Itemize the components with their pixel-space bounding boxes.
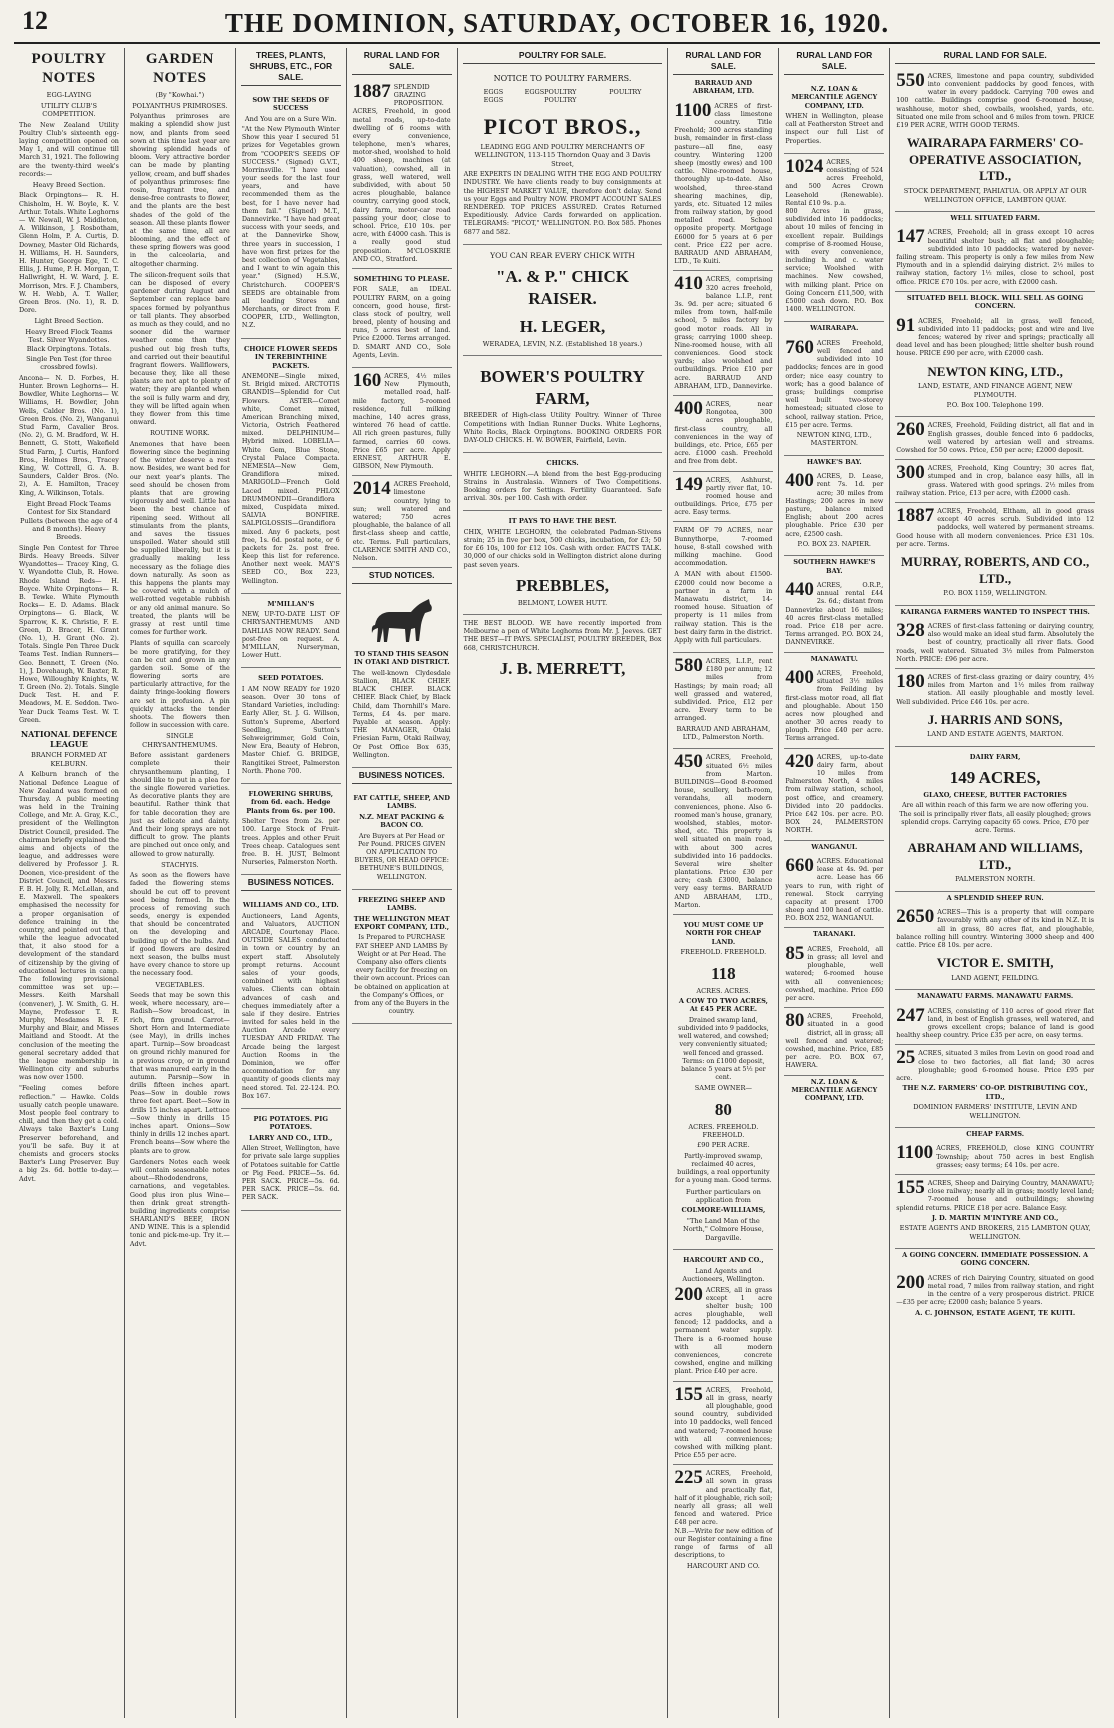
land-listing	[895, 1045, 1095, 1128]
bowers-body: BREEDER of High-class Utility Poultry. Winner of Three Competitions with Indian Runner Ducks. White Leghorns, White Rocks, Black Orpingtons. BOOKING ORDERS FOR DAY-OLD CHICKS. H. W. BOWER, Fairfield, Levin.	[463, 411, 662, 445]
column-rural-land-a	[347, 48, 458, 1718]
cow-title: A COW TO TWO ACRES, At £45 PER ACRE.	[678, 996, 768, 1014]
listing-text: ACRES, Freehold, all sown in grass and practically flat, half of it ploughable, rich soil; nearly all grass; all well fenced and watered. Price £48 per acre.	[674, 1469, 773, 1527]
wairarapa-farmers-name: WAIRARAPA FARMERS' CO-OPERATIVE ASSOCIATION, LTD.,	[906, 135, 1084, 184]
acreage-number: 580	[674, 655, 703, 677]
column-rural-land-c	[779, 48, 890, 1718]
listing-text: ACRES, Freehold, situated in a good district, all in grass; all well fenced and watered; cowshed, machine. Price, £85 per acre. P.O. BOX 67, HAWERA.	[785, 1012, 884, 1070]
land-listing	[673, 522, 773, 653]
rear-every-chick: YOU CAN REAR EVERY CHICK WITH	[490, 250, 635, 260]
mcmillan-title: M'MILLAN'S	[267, 599, 315, 608]
sow-seeds-title: SOW THE SEEDS OF SUCCESS	[252, 95, 330, 113]
ndl-heading: NATIONAL DEFENCE LEAGUE	[20, 729, 118, 750]
eggs-label: EGGS EGGS EGGS	[483, 88, 545, 105]
agent-name: BARRAUD AND ABRAHAM, LTD.	[692, 78, 755, 96]
stud-advert	[352, 588, 452, 768]
abraham-williams-address: PALMERSTON NORTH.	[955, 875, 1036, 884]
listing-text: ACRES, Freehold, situated 6½ miles from Marton. BUILDINGS—Good 8-roomed house, scullery, bath-room, verandahs, all modern conveniences, phone. Also 6-roomed man's house, granary, woolshed, stables, motor-shed, etc. This property is well situated on main road, with about 300 acres subdivided into 16 paddocks. Several wire shelter plantations. Price £30 per acre; cash £3000, balance very easy terms. BARRAUD AND ABRAHAM, LTD., Marton.	[674, 753, 773, 909]
region-heading: HAWKE'S BAY.	[806, 457, 862, 466]
johnson-name: A. C. JOHNSON, ESTATE AGENT, TE KUITI.	[915, 1308, 1076, 1317]
listing-text: ACRES, FREEHOLD, close KING COUNTRY Township; about 750 acres in best English grasses; easy terms; £4 10s. per acre.	[936, 1144, 1095, 1169]
price-label: £90 PER ACRE.	[697, 1141, 750, 1150]
listing-text: ACRES, limestone and papa country, subdivided into convenient paddocks by good fences, with water in every paddock. Carrying 700 ewes and 100 cattle. Buildings comprise good 6-roomed house, washhouse, motor shed, cowbails, woolshed, yards, etc. Situated one mile from school and 6 miles from town. PRICE £19 PER ACRE, WITH GOOD TERMS.	[896, 71, 1095, 129]
listing-text: ACRES, Freehold, Feilding district, all flat and in English grasses, double fenced into 6 paddocks, well watered by artesian well and streams. Cowshed for 50 cows. Price, £50 per acre; £2000 deposit.	[896, 421, 1095, 454]
land-listing	[895, 1003, 1095, 1046]
land-listing	[895, 68, 1095, 212]
meat-export-advert	[352, 890, 452, 1025]
bowers-title: BOWER'S POULTRY FARM,	[480, 366, 645, 408]
acreage-number: 400	[785, 470, 814, 492]
land-listing	[352, 476, 452, 568]
listing-text: ACRES, Sheep and Dairying Country, MANAWATU; close railway; nearly all in grass; mostly level land; 7-roomed house and outbuildings; showing splendid returns. PRICE £18 per acre. Balance Easy.	[896, 1178, 1095, 1212]
listing-text: ACRES, L.I.P., rent £180 per annum; 12 miles from Hastings; by main road; all well grassed and watered, subdivided. Price, £12 per acre. Every term to be arranged.	[674, 657, 773, 723]
land-listing	[673, 1465, 773, 1578]
eight-bird-contest: Eight Bread Flock Teams Contest for Six Standard Pullets (between the age of 4 and 8 months). Heavy Breeds.	[20, 499, 118, 542]
acreage-number: 1887	[896, 504, 935, 526]
same-owner: SAME OWNER—	[694, 1084, 752, 1093]
murray-roberts-name: MURRAY, ROBERTS, AND CO., LTD.,	[901, 553, 1090, 586]
williams-title: WILLIAMS AND CO., LTD.	[242, 901, 339, 910]
shrubs-body: Shelter Trees from 2s. per 100. Large Stock of Fruit-trees. Apples and other Fruit Trees cheap. Catalogues sent free. B. H. JUST, Belmont Nurseries, Palmerston North.	[241, 817, 340, 867]
listing-text: ACRES, O.R.P., annual rental £44 2s. 6d.; distant from Dannevirke about 16 miles; 40 acres first-class metalled road. Price £18 per acre. Terms arranged. P.O. BOX 24, DANNEVIRKE.	[785, 581, 884, 647]
acreage-number: 155	[674, 1383, 703, 1405]
nz-loan-title: N.Z. LOAN & MERCANTILE AGENCY COMPANY, LTD.	[791, 84, 878, 110]
acreage-number: 660	[785, 854, 814, 876]
region-heading: WANGANUI.	[811, 842, 858, 851]
freezing-title: FREEZING SHEEP AND LAMBS.	[358, 895, 446, 913]
land-listing	[352, 368, 452, 476]
harris-address: LAND AND ESTATE AGENTS, MARTON.	[926, 730, 1064, 739]
vegetables-subheading: VEGETABLES.	[155, 980, 205, 989]
flower-seeds-title: CHOICE FLOWER SEEDS IN TEREBINTHINE PACKETS.	[244, 344, 338, 370]
leger-address: WERADEA, LEVIN, N.Z. (Established 18 years.)	[482, 339, 643, 348]
listing-heading: A SPLENDID SHEEP RUN.	[946, 893, 1044, 902]
listing-text: ACRES of first-class limestone country. Title Freehold; 300 acres standing bush, remainder in first-class pasture—all fine, easy country. Wintering 1200 sheep (mostly ewes) and 100 cattle. Nine-roomed house, thoroughly up-to-date. Also woolshed, three-stand shearing machines, dip, yards, etc. Situated 12 miles from railway station, by good metalled road. School opposite property. Mortgage £6000 for 5 years at 6 per cent. Price £22 per acre. BARRAUD AND ABRAHAM, LTD., Te Kuiti.	[674, 101, 773, 266]
acreage-number: 225	[674, 1467, 703, 1489]
acreage-number: 147	[896, 226, 925, 248]
freehold-acreage: 118	[711, 963, 736, 983]
column-rural-land-b	[668, 48, 779, 1718]
garden-notes-heading: GARDEN NOTES	[145, 51, 214, 87]
listing-text: ACRES, near Rongotea, 300 acres ploughable, first-class country, all conveniences in the way of buildings, etc. Price, £65 per acre. £1000 cash. Freehold and free from debt.	[674, 400, 773, 466]
larry-title: LARRY AND CO., LTD.,	[249, 1133, 333, 1142]
nz-farmers-name: THE N.Z. FARMERS' CO-OP. DISTRIBUTING COY., LTD.,	[902, 1084, 1088, 1101]
land-listing	[895, 1140, 1095, 1175]
shrubs-title: FLOWERING SHRUBS, from 6d. each. Hedge Plants from 6s. per 100.	[246, 789, 336, 815]
sharland-advert: Gardeners Notes each week will contain seasonable notes about—Rhododendrons, carnations, and vegetables. Good plus iron plus Wine—then drink great strength-building ingredients comprise SHARLAND'S BEEF, IRON AND WINE. This is a splendid tonic and pick-me-up. Try it.—Advt.	[129, 1157, 230, 1248]
nz-loan-footer: N.Z. LOAN & MERCANTILE AGENCY COMPANY, LTD.	[791, 1077, 878, 1103]
listing-text: 800 Acres in grass, subdivided into 16 paddocks; about 10 miles of fencing in excellent repair. Buildings comprise of 8-roomed House, with every convenience, including h. and c. water service; Woolshed with machines. New cowshed, with milking plant. Price on Going Concern £11,500, with £5000 cash down. P.O. Box 1400. WELLINGTON.	[785, 206, 884, 314]
routine-work-subheading: ROUTINE WORK.	[149, 429, 210, 438]
williams-advert	[241, 895, 341, 1109]
meat-export-title: THE WELLINGTON MEAT EXPORT COMPANY, LTD.,	[353, 914, 450, 931]
column-garden-notes	[125, 48, 236, 1718]
leger-name: H. LEGER,	[519, 316, 606, 336]
merrett-name: J. B. MERRETT,	[499, 658, 626, 678]
masthead-rule	[14, 42, 1100, 44]
acreage-number: 1100	[896, 1142, 934, 1164]
land-listing	[352, 79, 452, 269]
column-trees-plants	[236, 48, 347, 1718]
merrett-advert	[463, 615, 663, 687]
competition-title: UTILITY CLUB'S COMPETITION.	[40, 101, 98, 119]
pays-body: CHIX, WHITE LEGHORN, the celebrated Padman-Stivens strain; 25 in five per box, 500 chicks, incubation, for £3; 50 for £6 10s, 100 for £12 10s. Cash with order. FACTS TALK. 30,000 of our chicks sold in Wellington district alone during past seven years.	[463, 527, 662, 569]
listing-text: ACRES, 4½ miles New Plymouth, metalled road, half-mile factory, 5-roomed residence, full milking machine, 140 acres grass, wintered 76 head of cattle. All rich green pastures, fully farmed, carries 60 cows. Price £65 per acre. Apply ERNEST, ARTHUR E. GIBSON, New Plymouth.	[352, 372, 451, 471]
duck-test-results: Single Pen Contest for Three Birds. Heavy Breeds. Silver Wyandottes— Tracey King, G. V. Wyandotte Club, R. Howe. Rhode Island Reds— H. Boyce. White Orpingtons— R. B. Tewke. White Plymouth Rocks— E. D. Adams. Black Orpingtons— G. Black, W. Sparrow, K. K. Christie, F. E. Green, D. Bracer, H. Grant (No. 1), H. Grant (No. 2). Totals. Single Pen Three Duck Teams Test. Indian Runners— Geo. Bennett, T. Green (No. 1), J. Dovehaugh, W. Baxter, R. Howe, Willoughby Knights, W. T. Green (No. 2). Totals. Single Duck Test. H. and F. Meadows, M. E. Seddon. Two-Year Duck Teams Test. W. T. Green.	[19, 543, 119, 724]
picot-advert	[463, 68, 663, 245]
listing-text: ACRES, Freehold, all in grass, nearly all ploughable, good sound country, subdivided into 10 paddocks, well fenced and watered; 7-roomed house with all conveniences; cowshed with milking plant. Price £55 per acre.	[674, 1385, 773, 1460]
page-number: 12	[22, 6, 48, 35]
land-listing	[784, 468, 884, 556]
listing-text: ACRES of first-class fattening or dairying country, also would make an ideal stud farm. Absolutely the best of country, practically all river flats. Good roads, well watered. Situated 3½ miles from Palmerston North. PRICE: £96 per acre.	[896, 622, 1095, 663]
harris-name: J. HARRIS AND SONS,	[927, 711, 1063, 727]
freehold-acreage: 80	[714, 1099, 732, 1119]
acreage-number: 410	[674, 273, 703, 295]
single-pen-test: Single Pen Test (for three crossbred fowls).	[26, 355, 112, 372]
flower-seeds-advert	[241, 339, 341, 594]
dairy-farm-body: Are all within reach of this farm we are now offering you. The soil is principally river flats, all easily ploughed; grows splendid crops. Carrying capacity 65 cows. Price, £70 per acre. Terms.	[899, 801, 1091, 834]
acreage-number: 200	[896, 1271, 925, 1293]
lung-preserver-advert: "Feeling comes before reflection." — Hawke. Colds usually catch people unaware. Most people feel contrary to chill, and then they get a cold. Always take Baxter's Lung Preserver beforehand, and you'll be safe. Buy it at chemists and grocers stocks Baxter's Lung Preserver. Buy a big 2s. 6d. bottle to-day.—Advt.	[19, 1084, 119, 1183]
picot-subtitle: LEADING EGG AND POULTRY MERCHANTS OF WELLINGTON, 113-115 Thorndon Quay and 3 Davis Street,	[474, 142, 651, 168]
harcourt-name: HARCOURT AND CO.,	[683, 1256, 764, 1265]
competition-intro: The New Zealand Utility Poultry Club's sixteenth egg-laying competition opened on May 1, and will continue till March 31, 1921. The following are the twenty-third week's records:—	[19, 120, 119, 178]
seed-potatoes-body: I AM NOW READY for 1920 season. Over 30 tons of Standard Varieties, including: Early Aller, St. J. G. Willson, Sutton's Supreme, Aberlord Seedling, Sutton's Sehweigrimmer, Gold Coin, New Era, Beauty of Hebron, Master Chief. G. BRIDGE, Rangitikei Street, Palmerston North. Phone 700.	[241, 684, 340, 775]
seed-potatoes-title: SEED POTATOES.	[258, 674, 324, 683]
listing-heading: A GOING CONCERN. IMMEDIATE POSSESSION. A GOING CONCERN.	[902, 1251, 1089, 1268]
murray-roberts-address: P.O. BOX 1159, WELLINGTON.	[943, 589, 1047, 598]
listing-text: ACRES, Freehold, Eltham, all in good grass except 40 acres scrub. Subdivided into 12 paddocks, well watered by permanent streams. Good house with all modern conveniences. Price £31 10s. per acre. Terms.	[896, 506, 1095, 548]
prebbles-name: PREBBLES,	[515, 575, 610, 595]
listing-text: ACRES, Ashhurst, partly river flat, 10-roomed house and outbuildings. Price, £75 per acre. Easy terms.	[674, 475, 773, 517]
listing-text: ACRES, comprising 320 acres freehold, balance L.I.P., rent 3s. 9d. per acre; situated 6 miles from town, half-mile school, 5 miles factory by good motor roads. All in grass; carrying 1000 sheep. Nine-roomed house, with all conveniences. Good stock yards; also woolshed and outbuildings. Price £10 per acre. BARRAUD AND ABRAHAM, LTD., Dannevirke.	[674, 275, 773, 390]
flower-seeds-body: ANEMONE—Single mixed, St. Brigid mixed. ARCTOTIS GRANDIS—Splendid for Cut Flowers. ASTER—Comet white, Comet mixed, American Branching mixed, Victoria, Ostrich Feathered mixed. DELPHINIUM—Hybrid mixed. LOBELIA—White Gem, Blue Stone, Crystal Palace Compacta. NEMESIA—New Gem, Grandiflora mixed. MARIGOLD—French Gold Laced mixed. PHLOX DRUMMONDII—Grandiflora mixed, Cuspidata mixed. SALVIA BONFIRE. SALPIGLOSSIS—Grandiflora mixed. Any 6 packets, post free, 1s. 6d. postal note, or 6 packets for 2s. post free. Keep this list for reference. Another next week. MAY'S SEED CO., Box 223, Wellington.	[241, 371, 340, 585]
poultry-for-sale-heading: POULTRY FOR SALE.	[463, 50, 663, 64]
abraham-williams-name: ABRAHAM AND WILLIAMS, LTD.,	[907, 840, 1083, 872]
garden-paragraph: Anemones that have been flowering since the beginning of the winter deserve a rest now. Besides, we want bed for our next year's plants. The seed should be chosen from plants that are growing vigorously and well. Little has been the best chance of ripening seed. Without all stimulants from the plants, and saves the tissues unspoiled. Water should still be supplied liberally, but it is gradually making less necessary as the foliage dies down naturally. As soon as this happens the plants may be covered with a mulch of well-rotted vegetable rubbish or any old animal manure. So treated, the plants will be grassy at rest until time comes for further work.	[129, 439, 230, 637]
picot-body: ARE EXPERTS IN DEALING WITH THE EGG AND POULTRY INDUSTRY. We have clients ready to buy consignments at the HIGHEST MARKET VALUE, therefore don't delay. Send us your Eggs and Poultry NOW. PROMPT ACCOUNT SALES RENDERED. TOP PRICES ASSURED. Crates Returned Expeditiously. Advice Cards forwarded on application. TELEGRAMS: "PICOT," WELLINGTON. P.O. Box 585. Phones 6877 and 582.	[463, 170, 662, 236]
listing-heading: SITUATED BELL BLOCK. WILL SELL AS GOING CONCERN.	[906, 293, 1084, 311]
garden-paragraph: Plants of squilla can scarcely be more gratifying, for they can be cut and grown in any garden soil. Some of the flowering sorts are particularly attractive, for the dainty fringe-looking flowers are set in profusion. A pin quickly attacks the tender shoots. The flowers then follow in succession with care.	[129, 639, 230, 730]
bowers-farm-advert	[463, 356, 663, 453]
acreage-number: 180	[896, 670, 925, 692]
land-listing	[895, 1175, 1095, 1249]
freehold-label: FREEHOLD. FREEHOLD.	[680, 948, 767, 957]
larry-body: Allen Street, Wellington, have for private sale large supplies of Potatoes suitable for Cattle or Pig Feed. PRICE—5s. 6d. PER SACK. PRICE—5s. 6d. PER SACK. PRICE—5s. 6d. PER SACK.	[241, 1144, 340, 1202]
region-heading: SOUTHERN HAWKE'S BAY.	[793, 558, 876, 575]
acreage-number: 328	[896, 620, 925, 641]
rural-land-heading: RURAL LAND FOR SALE.	[352, 50, 452, 75]
egg-laying-subheading: EGG-LAYING	[46, 91, 92, 100]
heavy-breed-section: Heavy Breed Section.	[32, 181, 106, 189]
meat-packing-body: Are Buyers at Per Head or Per Pound. PRICES GIVEN ON APPLICATION TO BUYERS, OR HEAD OFFICE: BETHUNE'S BUILDINGS, WELLINGTON.	[354, 831, 449, 881]
garden-paragraph: Seeds that may be sown this week, where necessary, are— Radish—Sow broadcast, in rich, firm ground. Carrot—Short Horn and Intermediate (see May), in drills inches apart. Turnip—Sow broadcast on ground richly manured for a previous crop, or in ground that was manured early in the autumn. Parsnip—Sow in drills fifteen inches apart. Peas—Sow in double rows three feet apart. Beet—Sow in drills 15 inches apart. Lettuce—Sow thinly in drills 15 inches apart. Onions—Sow thinly in drills 12 inches apart. French beans—Sow where the plants are to grow.	[129, 991, 230, 1155]
williams-body: Auctioneers, Land Agents, and Valuators, AUCTION ARCADE, Courtenay Place. OUTSIDE SALES conducted in town or country by an expert staff. Absolutely prompt returns. Account sales of your goods, combined with highest values. Clients can obtain advances of cash and cheques immediately after a sale if they desire. Entries invited for sales held in the Auction Arcade every TUESDAY AND FRIDAY. The Arcade being the largest Auction Rooms in the Dominion, we offer accommodation for any quantity of goods clients may need stored. Tel. 22-124. P.O. Box 167.	[241, 911, 340, 1100]
acreage-number: 1100	[674, 99, 712, 121]
agent-name: NEWTON KING, LTD., MASTERTON.	[796, 430, 872, 448]
heavy-breed-results: Black Orpingtons— R. H. Chisholm, H. W. Boyle, K. V. Arthur. Totals. White Leghorns— W. Newall, W. J. Middleton, A. Wilkinson, J. Rosbotham, Glenn Holm, P. A. Curtis, D. Downey, Master Old Richards, H. Williams, H. H. Saunders, H. Hunter, George Ege, T. C. Ellis, J. Hume, P. H. Morgan, T. Hallwright, H. W. Ward, J. E. Morrison, Mrs. F. J. Chambers, W. H. Webb, A. T. Waller, Green Bros. (No. 1), R. D. Dore.	[19, 191, 119, 315]
land-listing	[784, 154, 884, 323]
land-listing	[784, 665, 884, 749]
listing-text: A MAN with about £1500-£2000 could now become a partner in a farm in Manawatu district, 14-roomed house. Situation of property is 11 miles from railway station. This is the best dairy farm in the district. Apply with full particulars.	[674, 570, 773, 644]
rural-land-heading: RURAL LAND FOR SALE.	[673, 50, 773, 75]
meat-packing-advert	[352, 788, 452, 890]
land-listing	[784, 749, 884, 841]
martin-address: ESTATE AGENTS AND BROKERS, 215 LAMBTON QUAY, WELLINGTON.	[899, 1224, 1091, 1241]
chicks-body: WHITE LEGHORN.—A blend from the best Egg-producing Strains in Australasia. Winners of Two Competitions. Booking orders for Settings. Fertility Guaranteed. Safe arrival. 30s. per 100. Cash with order.	[463, 469, 662, 503]
column-poultry-notes	[14, 48, 125, 1718]
acreage-number: 1887	[352, 80, 391, 102]
poultry-notes-heading: POULTRY NOTES	[31, 51, 107, 87]
land-listing	[895, 669, 1095, 747]
acreage-number: 1024	[785, 155, 824, 177]
land-listing	[895, 618, 1095, 669]
listing-text: ACRES, Freehold, King Country; 30 acres flat, stumped and in crop, balance easy hills, all in grass. Watered with good springs. 2½ miles from railway station. Price, £13 per acre, with £2000 cash.	[896, 464, 1095, 497]
acreage-number: 85	[785, 942, 805, 964]
mcmillan-body: NEW, UP-TO-DATE LIST OF CHRYSANTHEMUMS AND DAHLIAS NOW READY. Send post-free on request. A. M'MILLAN, Nurseryman, Lower Hutt.	[241, 610, 340, 660]
land-listing	[673, 271, 773, 396]
acreage-number: 420	[785, 750, 814, 772]
listing-text: ACRES, situated 3 miles from Levin on good road and close to two factories, all flat land; 30 acres ploughable; good 6-roomed house. Price £95 per acre.	[896, 1049, 1095, 1082]
listing-text: ACRES, Freehold, all in grass; all level and ploughable, well watered; 6-roomed house with all conveniences; cowshed, machine. Price £60 per acre.	[785, 944, 884, 1002]
register-note: N.B.—Write for new edition of our Register containing a fine range of farms of all descriptions, to	[674, 1526, 773, 1560]
picot-title: PICOT BROS.,	[483, 113, 642, 139]
sow-seeds-body: "At the New Plymouth Winter Show this year I secured 51 prizes for Vegetables grown from "COOPER'S SEEDS OF SUCCESS." (Signed) G.V.T., Morrinsville. "I have used your seeds for the last four years, and have recommended them as the best, for I have never had them fail." (Signed) M.T., Dannevirke. "I have had great success with your seeds, and at the Dannevirke Show, three years in succession, I have won first prizes for the best collection of Vegetables, and I want to win again this year." (Signed) H.S.W., Christchurch. COOPER'S SEEDS are obtainable from all leading Stores and Merchants, or direct from F. COOPER, LTD., Wellington, N.Z.	[241, 124, 340, 330]
dairy-farm-advert	[895, 747, 1095, 892]
page-columns	[14, 48, 1100, 1718]
agent-address: P.O. BOX 23. NAPIER.	[797, 539, 872, 548]
land-listing	[895, 313, 1095, 418]
listing-text: ACRES, Freehold; all in grass, well fenced, subdivided into 11 paddocks; post and wire and live fences; watered by river and springs; practically all dead level and has been ploughed; little shelter bush round house. PRICE £90 per acre, with £2000 cash.	[896, 316, 1095, 358]
listing-text: ACRES of rich Dairying Country, situated on good metal road, 7 miles from railway station, and right in the centre of a very prosperous district. PRICE—£35 per acre; £2000 cash; balance 5 years.	[896, 1273, 1095, 1307]
listing-text: ACRES of first-class grazing or dairy country, 4½ miles from Marton and 1½ miles from railway station. All easily ploughable and mostly level. Well subdivided. Price £46 10s. per acre.	[896, 672, 1095, 706]
listing-text: ACRES, consisting of 524 acres Freehold, and 500 Acres Crown Leasehold (Renewable). Rental £10 9s. p.a.	[785, 157, 884, 207]
listing-heading: WELL SITUATED FARM.	[950, 213, 1040, 222]
newton-king-contact: P.O. Box 100. Telephone 199.	[946, 401, 1044, 409]
acreage-number: 149	[674, 473, 703, 495]
acreage-number: 2650	[896, 906, 935, 928]
stud-title: TO STAND THIS SEASON IN OTAKI AND DISTRICT.	[353, 650, 450, 667]
region-heading: TARANAKI.	[813, 930, 856, 939]
stud-notices-heading: STUD NOTICES.	[352, 570, 452, 584]
meat-export-body: Is Prepared to PURCHASE FAT SHEEP AND LAMBS By Weight or at Per Head. The Company also offers clients every facility for freezing on their own account. Prices can be obtained on application at the Company's Offices, or from any of the Buyers in the country.	[353, 933, 450, 1016]
colmore-name: COLMORE-WILLIAMS,	[681, 1206, 766, 1215]
sow-seeds-subtitle: And You are on a Sure Win.	[244, 114, 337, 123]
business-notices-heading: BUSINESS NOTICES.	[241, 877, 341, 891]
cheap-land-advert	[673, 915, 773, 1250]
chick-raiser-advert	[463, 245, 663, 356]
agent-name: BARRAUD AND ABRAHAM, LTD., Palmerston North.	[676, 724, 771, 741]
prebbles-advert	[463, 511, 663, 615]
cow-body: Drained swamp land, subdivided into 9 paddocks, well watered, and cowshed; very conveniently situated; well fenced and grassed. Terms: on £1000 deposit, balance 5 years at 5½ per cent.	[678, 1015, 769, 1082]
light-breed-section: Light Breed Section.	[34, 317, 104, 326]
rural-land-heading: RURAL LAND FOR SALE.	[895, 50, 1095, 64]
ndl-article: A Kelburn branch of the National Defence League of New Zealand was formed on Thursday. A public meeting was held in the Training College, and Mr. A. Gray, K.C., president of the Wellington District Council, presided. The chairman briefly explained the aims and objects of the league, and addresses were delivered by Professor J. R. Doonen, vice-president of the District Council, and Messrs. F. B. H. Jolly, R. McLellan, and E. Maxwell. The speakers emphasised the necessity for a proper organisation of defence training in the country, and pointed out that, while the league advocated that, it also stood for a development of the standard of citizenship by the giving of educational lectures in camp. The following provisional committee was set up:—Messrs. Keith Marshall (convener), J. W. Smith, G. H. Mayne, Professor T. R. Murphy, Mesdames R. F. Murphy and Blair, and Misses Maitland and Stoodt. At the conclusion of the meeting the general secretary added that the league membership in Wellington city and suburbs was now over 1500.	[19, 770, 119, 1082]
acreage-number: 300	[896, 462, 925, 484]
listing-text: ACRES Freehold, limestone country, lying to sun; well watered and watered; 750 acres ploughable, the balance of all first-class sheep and cattle, etc. Terms. Full particulars, CLARENCE SMITH AND CO., Nelson.	[352, 480, 451, 562]
land-listing	[673, 1382, 773, 1466]
harcourt-advert	[673, 1250, 773, 1381]
acreage-number: 400	[674, 398, 703, 419]
land-listing	[673, 653, 773, 749]
land-listing	[895, 417, 1095, 460]
garden-paragraph: The silicon-frequent soils that can be disposed of every gardener during August and September can replace bare spaces formed by polyanthus or tall plants. They absorbed as much as they could, and no sooner did the warmer weather come than they pushed out big fresh tufts, and carried out their beautiful fragrant flowers. Wallflowers, because they, like all these plants are not apt to plenty of water; they are planted when the soil is fully warm and dry, they will be lifted again when they flower from this time onward.	[129, 270, 230, 427]
fat-cattle-title: FAT CATTLE, SHEEP, AND LAMBS.	[353, 793, 451, 811]
trees-plants-heading: TREES, PLANTS, SHRUBS, ETC., FOR SALE.	[241, 50, 341, 86]
acreage-number: 155	[896, 1176, 925, 1198]
acreage-number: 550	[896, 69, 925, 91]
land-listing	[784, 577, 884, 653]
land-listing	[673, 98, 773, 272]
chick-raiser-title: "A. & P." CHICK RAISER.	[496, 267, 630, 309]
listing-text: ACRES Freehold, well fenced and subdivided into 10 paddocks; fences are in good order; nice easy country to work; has a good balance of grass; buildings comprise well built two-storey homestead; situated close to school, railway station. Price, £15 per acre. Terms.	[785, 338, 884, 429]
land-listing	[895, 503, 1095, 606]
horse-illustration	[367, 595, 437, 647]
garden-paragraph: Polyanthus primroses are making a splendid show just now, and plants from seed sown at this time last year are showing splendid heads of bloom. Very attractive border can be made by planting yellow, cream, and buff shades of polyanthus primroses: fine rosin, fragrant tree, and dense-free contrasts to flower, and the plants are the best shades of the gold of the season. All these plants flower at the same time, all are blooming, and the effect of these spring flowers was good in the calceolaria, and altogether charming.	[129, 112, 230, 268]
dairy-farm-title: DAIRY FARM,	[969, 752, 1021, 761]
acreage-number: 260	[896, 419, 925, 441]
stachyis-subheading: STACHYIS.	[161, 860, 199, 869]
dairy-farm-acreage: 149 ACRES,	[949, 768, 1041, 788]
land-listing	[895, 224, 1095, 291]
listing-heading: MANAWATU FARMS. MANAWATU FARMS.	[917, 992, 1074, 1001]
acreage-number: 760	[785, 336, 814, 358]
nz-loan-advert	[784, 79, 884, 154]
land-listing	[784, 941, 884, 1008]
pig-potatoes-title: PIG POTATOES. PIG POTATOES.	[253, 1114, 328, 1132]
acreage-number: 2014	[352, 478, 391, 500]
acreage-number: 25	[896, 1047, 916, 1069]
notice-title: NOTICE TO POULTRY FARMERS.	[493, 73, 632, 83]
single-pen-results: Ancona— N. D. Forbes, H. Hunter. Brown Leghorns— H. Bowdler, White Leghorns— W. Williams, H. Bowdler, John Wells, Calder Bros. (No. 1), Green Bros. (No. 2), Wanganui Stud Farm, Cavalier Bros. (No. 2), G. M. Bradford, W. H. Bennett, G. Stott, Wakefield Stud Farm, J. Curtis, Hanford Bros., Holmes Bros., Tracey King, W. Cottrell, G. A. B. Saunders, Calder Bros. (No. 2), A. E. Hamilton, Tracey King, A. Wilkinson, Totals.	[19, 373, 119, 497]
region-heading: MANAWATU.	[810, 654, 858, 663]
masthead	[14, 4, 1100, 44]
listing-text: FARM OF 79 ACRES, near Bunnythorpe, 7-roomed house, 8-stall cowshed with milking machine. Good accommodation.	[674, 526, 773, 568]
acreage-number: 247	[896, 1004, 925, 1026]
pig-potatoes-advert	[241, 1109, 341, 1211]
garden-byline: (By "Kowhai.")	[155, 91, 205, 100]
listing-text: ACRES, all in grass except 1 acre shelter bush; 100 acres ploughable, well fenced; 12 paddocks, and a permanent water supply. There is a 6-roomed house with all modern conveniences, concrete cowshed, engine and milking plant. Price £40 per acre.	[674, 1285, 773, 1376]
garden-paragraph: As soon as the flowers have faded the flowering stems should be cut off to prevent seed being formed. In the process of removing such seeds, energy is expended that should be concentrated on the developing and building up of the bulbs. And if good flowers are desired next season, the bulbs must have every chance to store up the necessary food.	[129, 871, 230, 978]
acreage-number: 80	[785, 1010, 805, 1032]
harcourt-name: HARCOURT AND CO.	[686, 1562, 760, 1571]
listing-text: ACRES, Freehold, situated 3½ miles from Feilding by first-class motor road, all flat and ploughable. About 150 acres now ploughed and another 30 acres ready to plough. Price £40 per acre. Terms arranged.	[785, 668, 884, 743]
prebbles-address: BELMONT, LOWER HUTT.	[517, 598, 608, 607]
harcourt-address: Land Agents and Auctioneers, Wellington.	[682, 1266, 765, 1284]
region-heading: WAIRARAPA.	[810, 324, 859, 333]
chrysanthemums-subheading: SINGLE CHRYSANTHEMUMS.	[142, 732, 218, 749]
land-listing	[895, 1270, 1095, 1324]
chicks-advert	[463, 453, 663, 511]
land-listing	[895, 460, 1095, 503]
land-listing	[673, 749, 773, 915]
land-listing	[895, 904, 1095, 990]
merrett-body: THE BEST BLOOD. WE have recently imported from Melbourne a pen of White Leghorns from Mr. J. Jeeves. GET THE BEST—IT PAYS. SPECIALIST, POULTRY BREEDER, Box 668, CHRISTCHURCH.	[463, 618, 662, 652]
listing-text: SPLENDID GRAZING PROPOSITION. ACRES, Freehold, in good metal roads, up-to-date dwelling of 6 rooms with every convenience, telephone, men's whares, motor-shed, woolshed to hold 400 sheep, machines (at valuation), cowshed, all in grass, well watered, well subdivided, with about 50 acres ploughable, balance country, carrying good stock, dairy farm, motor-car road passing your door, close to school. Price, £10 10s. per acre, with £4000 cash. This is a really good stud proposition. M'CLOSKRIE AND CO., Stratford.	[352, 82, 451, 263]
martin-name: J. D. MARTIN M'INTYRE AND CO.,	[931, 1213, 1059, 1222]
mcmillan-advert	[241, 594, 341, 669]
acreage-number: 400	[785, 666, 814, 688]
nz-loan-body: WHEN in Wellington, please call at Featherston Street and inspect our full List of Properties.	[785, 112, 884, 145]
flock-teams-test: Heavy Breed Flock Teams Test. Silver Wyandottes. Black Orpingtons. Totals.	[25, 327, 113, 353]
poultry-farm-listing	[352, 269, 452, 368]
land-listing	[673, 396, 773, 472]
garden-paragraph: Before assistant gardeners complete their chrysanthemum planting, I should like to put in a plea for the single flowered varieties. As decorative plants they are beautiful. Rather think that for table decoration they are just as delicate and dainty. And their long sprays are not difficult to grow. The plants are pinched out once only, and allowed to grow naturally.	[129, 751, 230, 858]
listing-title: SOMETHING TO PLEASE.	[353, 274, 450, 283]
listing-text: ACRES, consisting of 110 acres of good river flat land, in best of English grasses, well watered, and grows excellent crops; balance of land is good healthy sheep country. Price £35 per acre, on easy terms.	[896, 1006, 1095, 1040]
acreage-number: 440	[785, 579, 814, 600]
listing-text: Partly-improved swamp, reclaimed 40 acres, buildings, a real opportunity for a young man. Good terms.	[675, 1151, 772, 1185]
business-notices-heading: BUSINESS NOTICES.	[352, 770, 452, 784]
listing-heading: KAIRANGA FARMERS WANTED TO INSPECT THIS.	[900, 607, 1090, 616]
land-listing	[784, 853, 884, 929]
column-poultry-for-sale	[458, 48, 669, 1718]
nz-farmers-address: DOMINION FARMERS' INSTITUTE, LEVIN AND WELLINGTON.	[913, 1103, 1078, 1120]
chicks-title: CHICKS.	[546, 459, 579, 468]
stud-body: The well-known Clydesdale Stallion, BLACK CHIEF. BLACK CHIEF. BLACK CHIEF. Black Chief, by Black Child, dam Thornhill's Mare. Terms, £4 4s. per mare. Payable at season. Apply: THE MANAGER, Otaki Friesian Farm, Otaki Railway, Or Post Office Box 635, Wellington.	[352, 668, 451, 759]
acreage-number: 160	[352, 370, 382, 391]
land-listing	[784, 1008, 884, 1075]
meat-packing-title: N.Z. MEAT PACKING & BACON CO.	[359, 812, 445, 830]
cooper-seeds-advert	[241, 90, 341, 339]
listing-text: ACRES, Freehold; all in grass except 10 acres beautiful shelter bush; all flat and ploughable; subdivided into 10 paddocks; watered by never-failing stream. This property is only a few miles from New Plymouth and in a splendid dairying district. 2½ miles to railway station, factory 1½ miles, close to school, post office. PRICE £70 10s. per acre, with £2000 cash.	[896, 228, 1095, 286]
listing-text: ACRES, D. Lease, rent 7s. 1d. per acre; 30 miles from Hastings; 200 acres in new pasture, balance mixed English; about 200 acres ploughable. Price £30 per acre, £2500 cash.	[785, 472, 884, 538]
victor-smith-address: LAND AGENT, FEILDING.	[951, 973, 1039, 982]
listing-heading: CHEAP FARMS.	[966, 1129, 1025, 1138]
rural-land-heading: RURAL LAND FOR SALE.	[784, 50, 884, 75]
acreage-number: 450	[674, 751, 703, 773]
flowering-shrubs-advert	[241, 784, 341, 875]
ndl-subheading: BRANCH FORMED AT KELBURN.	[30, 751, 107, 768]
newspaper-title: THE DOMINION, SATURDAY, OCTOBER 16, 1920.	[224, 8, 890, 38]
seed-potatoes-advert	[241, 668, 341, 784]
listing-text: FOR SALE, an IDEAL POULTRY FARM, on a going concern, good house, first-class stock of poultry, well breed, plenty of housing and runs, 5 acres best of land. Price £2000. Terms arranged. D. SMART AND CO., Sole Agents, Levin.	[352, 285, 451, 359]
cheap-land-title: YOU MUST COME UP NORTH FOR CHEAP LAND.	[683, 921, 764, 946]
victor-smith-name: VICTOR E. SMITH,	[936, 955, 1054, 971]
poultry-label: POULTRY POULTRY POULTRY	[544, 88, 642, 105]
acres-label: ACRES. FREEHOLD. FREEHOLD.	[688, 1122, 759, 1139]
acres-label: ACRES. ACRES.	[696, 986, 751, 995]
acreage-number: 91	[896, 314, 916, 336]
polyanthus-subheading: POLYANTHUS PRIMROSES.	[132, 101, 228, 110]
further-particulars: Further particulars on application from	[685, 1187, 761, 1204]
newton-king-name: NEWTON KING, LTD.,	[927, 363, 1063, 379]
land-listing	[673, 472, 773, 523]
colmore-address: "The Land Man of the North," Colmore House, Dargaville.	[682, 1216, 764, 1242]
listing-text: ACRES—This is a property that will compare favourably with any other of its kind in N.Z. It is all in grass, 80 acres flat, and ploughable, balance rolling hill country. Wintering 3000 sheep and 400 cattle. Price £8 10s. per acre.	[896, 908, 1095, 949]
listing-text: ACRES. Educational lease at 4s. 9d. per acre. Lease has 66 years to run, with right of renewal. Stock carrying capacity at present 1700 sheep and 100 head of cattle. P.O. BOX 252, WANGANUI.	[785, 856, 884, 923]
listing-text: ACRES, up-to-date dairy farm, about 10 miles from Palmerston North, 4 miles from railway station, school, post office, and creamery. Divided into 20 paddocks. Price £42 10s. per acre. P.O. BOX 24, PALMERSTON NORTH.	[785, 752, 884, 835]
land-listing	[784, 335, 884, 456]
dairy-farm-subtitle: GLAXO, CHEESE, BUTTER FACTORIES	[923, 790, 1067, 799]
column-rural-land-d	[890, 48, 1100, 1718]
acreage-number: 200	[674, 1283, 703, 1305]
newton-king-address: LAND, ESTATE, AND FINANCE AGENT, NEW PLYMOUTH.	[918, 382, 1073, 399]
wairarapa-farmers-address: STOCK DEPARTMENT, PAHIATUA. OR APPLY AT OUR WELLINGTON OFFICE, LAMBTON QUAY.	[903, 187, 1087, 204]
pays-title: IT PAYS TO HAVE THE BEST.	[508, 517, 617, 526]
